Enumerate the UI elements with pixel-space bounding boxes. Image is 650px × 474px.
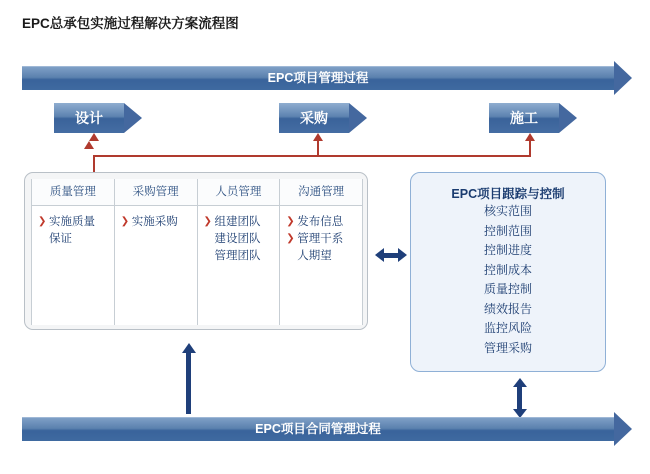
- column-quality-management[interactable]: [31, 179, 115, 325]
- list-item-label: 发布信息: [297, 216, 344, 228]
- panels-link-arrow-right-head: [398, 248, 407, 262]
- control-item: 控制进度: [483, 243, 532, 257]
- column-procurement-management-header: 采购管理: [115, 179, 197, 206]
- column-communication-management-header: 沟通管理: [280, 179, 362, 206]
- red-arrow-left-top: [89, 133, 99, 141]
- control-panel-title: EPC项目跟踪与控制: [451, 187, 565, 201]
- red-bus-mid-riser: [317, 141, 319, 156]
- control-item: 控制范围: [483, 223, 532, 238]
- list-item: [286, 231, 358, 247]
- list-item: [121, 214, 193, 230]
- column-procurement-management[interactable]: [114, 179, 198, 325]
- red-arrow-construction: [525, 133, 535, 141]
- column-communication-management[interactable]: [279, 179, 363, 325]
- list-item-label: 实施采购: [131, 216, 178, 228]
- banner-top-label: EPC项目管理过程: [267, 71, 369, 85]
- bullet-icon: ❯: [286, 216, 295, 227]
- list-item: [204, 248, 276, 264]
- phase-design-label: 设计: [75, 110, 103, 126]
- control-to-bottom-bar: [517, 386, 522, 410]
- control-item: 绩效报告: [483, 301, 532, 316]
- column-communication-management-body: [280, 206, 362, 264]
- column-quality-management-header: 质量管理: [32, 179, 114, 206]
- bullet-icon: ❯: [203, 216, 212, 227]
- list-item: [38, 231, 110, 247]
- banner-top-arrowhead: [614, 61, 632, 95]
- red-bus-right-riser: [529, 141, 531, 156]
- banner-bottom-arrowhead: [614, 412, 632, 446]
- column-people-management[interactable]: [197, 179, 281, 325]
- bottom-to-knowledge-bar: [186, 352, 191, 414]
- column-people-management-header: 人员管理: [198, 179, 280, 206]
- list-item-label: 建设团队: [214, 233, 261, 245]
- column-procurement-management-body: [115, 206, 197, 230]
- red-arrow-design: [84, 141, 94, 149]
- control-item: 核实范围: [483, 204, 532, 218]
- bullet-icon: ❯: [286, 233, 295, 244]
- list-item-label: 人期望: [297, 250, 332, 262]
- list-item-label: 保证: [49, 233, 72, 245]
- banner-bottom-label: EPC项目合同管理过程: [255, 422, 381, 436]
- list-item-label: 实施质量: [49, 216, 95, 228]
- bullet-icon: ❯: [120, 216, 130, 227]
- list-item-label: 管理团队: [214, 250, 261, 262]
- phase-construction[interactable]: [489, 103, 577, 133]
- control-item: 管理采购: [483, 340, 532, 355]
- phase-construction-arrowhead: [559, 103, 577, 133]
- control-panel: [410, 172, 606, 372]
- list-item-label: 组建团队: [214, 216, 261, 228]
- red-bus-horizontal: [93, 155, 531, 157]
- knowledge-area-panel: [24, 172, 368, 330]
- phase-procurement-label: 采购: [300, 110, 328, 126]
- phase-procurement-arrowhead: [349, 103, 367, 133]
- panels-link-arrow-bar: [383, 253, 399, 258]
- list-item-label: 管理干系: [297, 233, 344, 245]
- control-item: 质量控制: [483, 282, 532, 296]
- banner-bottom: [22, 417, 632, 441]
- control-item: 监控风险: [483, 321, 532, 335]
- phase-design-arrowhead: [124, 103, 142, 133]
- list-item: [204, 231, 276, 247]
- phase-design[interactable]: [54, 103, 142, 133]
- control-item: 控制成本: [483, 262, 532, 277]
- knowledge-area-columns: [31, 179, 363, 325]
- column-people-management-body: [198, 206, 280, 264]
- column-quality-management-body: [32, 206, 114, 247]
- phase-construction-label: 施工: [510, 110, 538, 126]
- list-item: [286, 214, 358, 230]
- list-item: [38, 214, 110, 230]
- list-item: [204, 214, 276, 230]
- banner-top: [22, 66, 632, 90]
- red-arrow-procurement: [313, 133, 323, 141]
- bullet-icon: ❯: [38, 216, 47, 227]
- phase-procurement[interactable]: [279, 103, 367, 133]
- page-title: EPC总承包实施过程解决方案流程图: [22, 16, 239, 31]
- list-item: [286, 248, 358, 264]
